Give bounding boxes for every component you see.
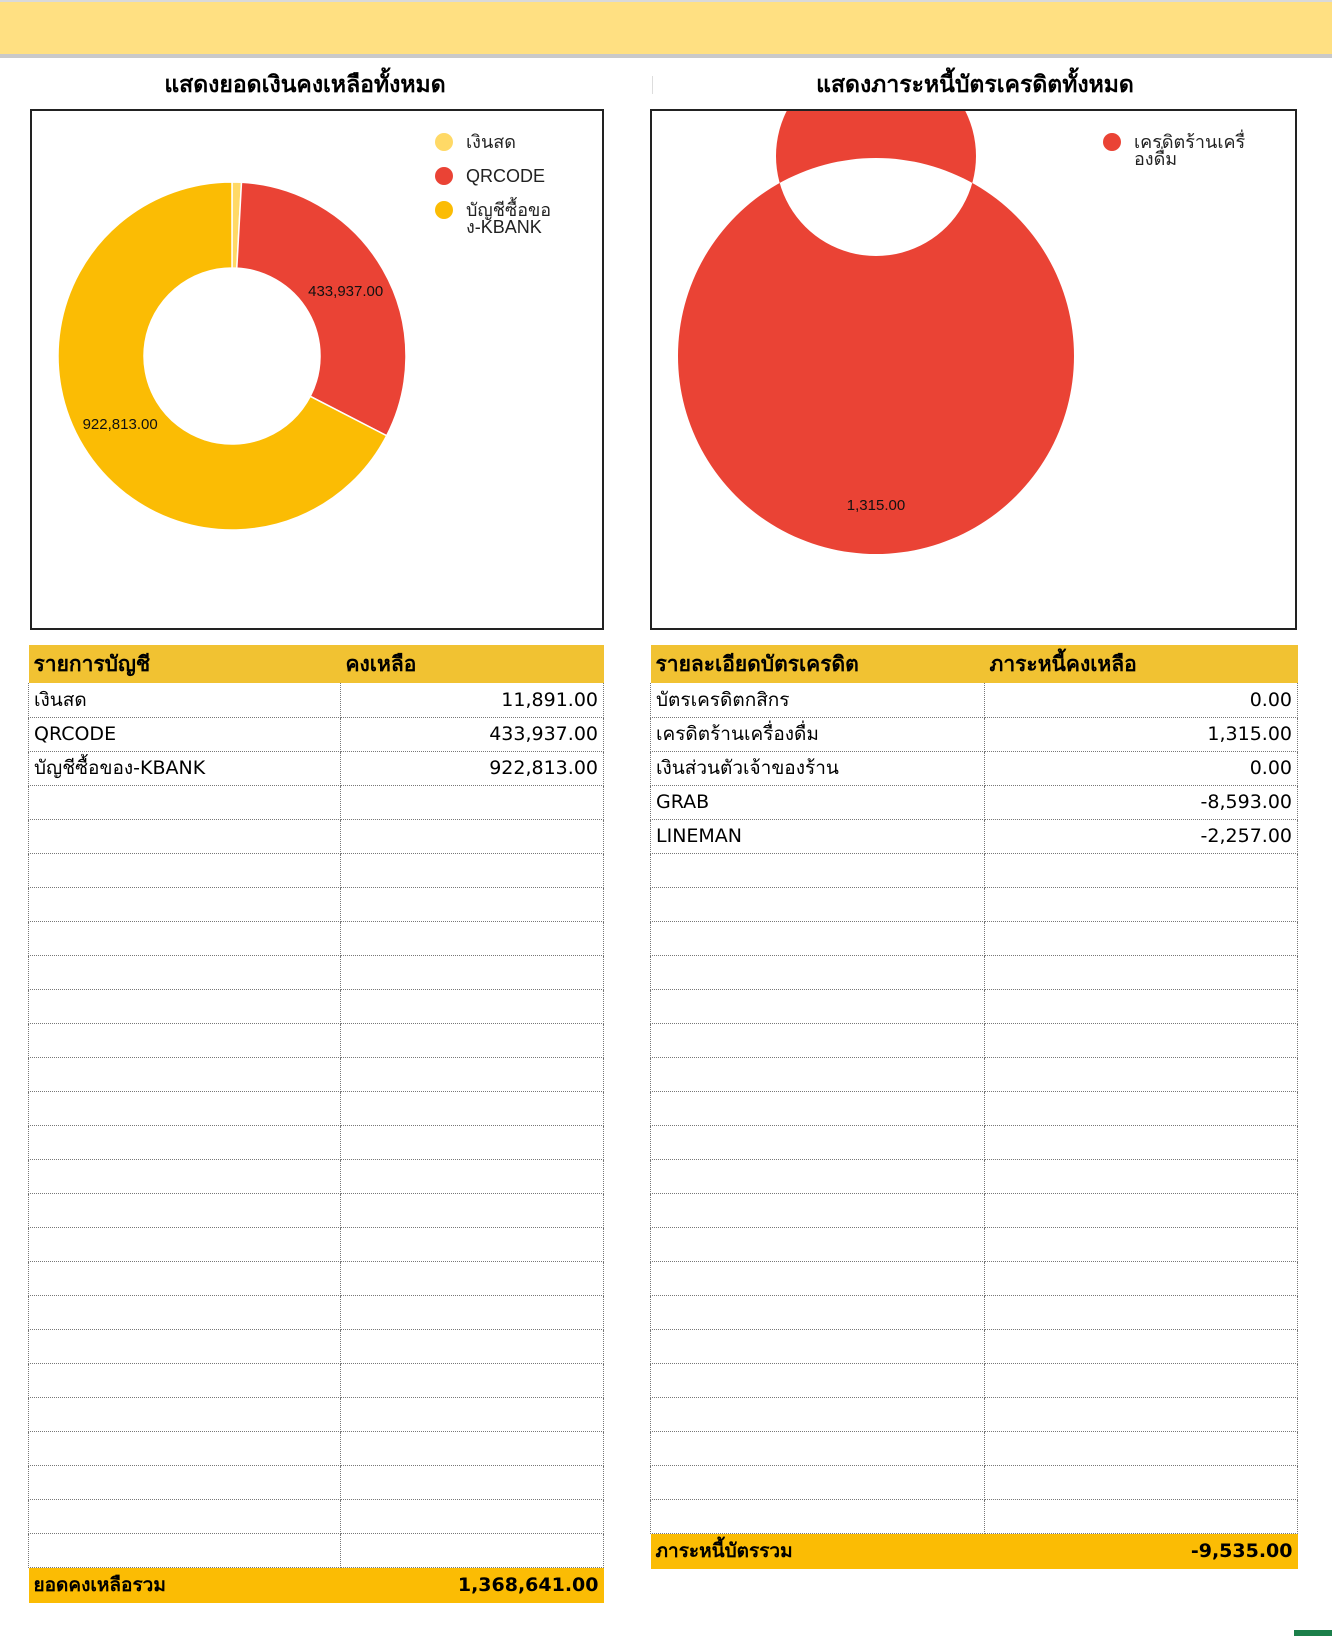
donut-slice[interactable] <box>678 111 1074 554</box>
total-label[interactable]: ภาระหนี้บัตรรวม <box>651 1533 985 1569</box>
donut-slice[interactable] <box>237 182 406 435</box>
empty-row[interactable] <box>651 1465 1298 1499</box>
empty-row[interactable] <box>29 1193 604 1227</box>
balance-table <box>28 645 604 1603</box>
empty-row[interactable] <box>29 1057 604 1091</box>
empty-cell[interactable] <box>985 989 1298 1023</box>
empty-cell[interactable] <box>651 853 985 887</box>
empty-row[interactable] <box>29 1091 604 1125</box>
empty-cell[interactable] <box>29 955 341 989</box>
legend-label: บัญชีซื้อขอ <box>466 200 552 220</box>
empty-cell[interactable] <box>341 955 604 989</box>
empty-cell[interactable] <box>985 1465 1298 1499</box>
empty-row[interactable] <box>29 785 604 819</box>
empty-cell[interactable] <box>985 1431 1298 1465</box>
empty-cell[interactable] <box>341 1193 604 1227</box>
table-row[interactable] <box>651 819 1298 853</box>
empty-row[interactable] <box>651 1023 1298 1057</box>
table-row[interactable] <box>29 751 604 785</box>
row-label-cell[interactable]: เครดิตร้านเครื่องดื่ม <box>651 717 985 751</box>
empty-cell[interactable] <box>651 921 985 955</box>
debt-chart-title: แสดงภาระหนี้บัตรเครดิตทั้งหมด <box>816 72 1134 98</box>
empty-cell[interactable] <box>341 1431 604 1465</box>
empty-cell[interactable] <box>651 1431 985 1465</box>
row-label-cell[interactable]: เงินสด <box>29 683 341 717</box>
empty-cell[interactable] <box>29 1125 341 1159</box>
empty-row[interactable] <box>29 1533 604 1567</box>
empty-row[interactable] <box>651 1261 1298 1295</box>
row-value-cell[interactable]: -2,257.00 <box>985 819 1298 853</box>
empty-cell[interactable] <box>29 1261 341 1295</box>
empty-row[interactable] <box>29 1159 604 1193</box>
empty-cell[interactable] <box>341 887 604 921</box>
empty-cell[interactable] <box>985 1397 1298 1431</box>
empty-cell[interactable] <box>341 1261 604 1295</box>
empty-cell[interactable] <box>341 853 604 887</box>
empty-row[interactable] <box>651 853 1298 887</box>
empty-cell[interactable] <box>651 1295 985 1329</box>
empty-cell[interactable] <box>29 1295 341 1329</box>
empty-cell[interactable] <box>985 853 1298 887</box>
empty-row[interactable] <box>651 955 1298 989</box>
col-header-card-detail[interactable]: รายละเอียดบัตรเครดิต <box>651 645 985 683</box>
empty-cell[interactable] <box>341 1125 604 1159</box>
row-label-cell[interactable]: บัตรเครดิตกสิกร <box>651 683 985 717</box>
table-row[interactable] <box>651 785 1298 819</box>
col-header-balance[interactable]: คงเหลือ <box>341 645 604 683</box>
empty-cell[interactable] <box>341 819 604 853</box>
debt-donut-svg <box>652 111 1295 628</box>
empty-cell[interactable] <box>341 989 604 1023</box>
empty-cell[interactable] <box>985 1091 1298 1125</box>
row-label-cell[interactable]: LINEMAN <box>651 819 985 853</box>
empty-row[interactable] <box>651 1193 1298 1227</box>
sheet-corner-indicator <box>1294 1630 1332 1636</box>
empty-row[interactable] <box>29 1363 604 1397</box>
empty-cell[interactable] <box>341 1295 604 1329</box>
empty-cell[interactable] <box>651 1091 985 1125</box>
empty-cell[interactable] <box>29 1465 341 1499</box>
row-value-cell[interactable]: -8,593.00 <box>985 785 1298 819</box>
empty-cell[interactable] <box>341 921 604 955</box>
empty-cell[interactable] <box>651 887 985 921</box>
empty-cell[interactable] <box>29 921 341 955</box>
empty-cell[interactable] <box>651 1193 985 1227</box>
balance-donut-svg <box>32 111 602 628</box>
empty-row[interactable] <box>651 1227 1298 1261</box>
legend-label: องดื่ม <box>1134 149 1178 169</box>
empty-row[interactable] <box>651 1091 1298 1125</box>
balance-donut-chart <box>30 109 604 630</box>
row-value-cell[interactable]: 433,937.00 <box>341 717 604 751</box>
empty-cell[interactable] <box>341 1499 604 1533</box>
slice-data-label: 922,813.00 <box>82 416 158 434</box>
empty-row[interactable] <box>29 1329 604 1363</box>
empty-cell[interactable] <box>651 1227 985 1261</box>
row-label-cell[interactable]: QRCODE <box>29 717 341 751</box>
empty-cell[interactable] <box>29 1397 341 1431</box>
empty-row[interactable] <box>651 1363 1298 1397</box>
empty-cell[interactable] <box>651 1159 985 1193</box>
empty-cell[interactable] <box>29 1193 341 1227</box>
debt-donut-chart <box>650 109 1297 630</box>
empty-row[interactable] <box>651 1397 1298 1431</box>
empty-cell[interactable] <box>29 1329 341 1363</box>
total-row[interactable] <box>29 1567 604 1603</box>
empty-cell[interactable] <box>985 1193 1298 1227</box>
table-row[interactable] <box>651 717 1298 751</box>
empty-row[interactable] <box>651 1329 1298 1363</box>
empty-row[interactable] <box>651 887 1298 921</box>
empty-row[interactable] <box>651 1499 1298 1533</box>
empty-cell[interactable] <box>341 1397 604 1431</box>
legend-swatch-icon <box>435 133 453 151</box>
slice-data-label: 1,315.00 <box>846 497 906 514</box>
empty-cell[interactable] <box>341 1057 604 1091</box>
row-label-cell[interactable]: GRAB <box>651 785 985 819</box>
empty-cell[interactable] <box>29 887 341 921</box>
empty-cell[interactable] <box>985 1227 1298 1261</box>
empty-cell[interactable] <box>985 887 1298 921</box>
empty-cell[interactable] <box>651 1125 985 1159</box>
total-value[interactable]: 1,368,641.00 <box>341 1567 604 1603</box>
empty-row[interactable] <box>29 1431 604 1465</box>
empty-row[interactable] <box>651 989 1298 1023</box>
empty-cell[interactable] <box>985 1363 1298 1397</box>
empty-cell[interactable] <box>651 1023 985 1057</box>
empty-cell[interactable] <box>29 1159 341 1193</box>
empty-cell[interactable] <box>985 1499 1298 1533</box>
empty-row[interactable] <box>651 1159 1298 1193</box>
col-header-account[interactable]: รายการบัญชี <box>29 645 341 683</box>
empty-row[interactable] <box>29 1499 604 1533</box>
total-row[interactable] <box>651 1533 1298 1569</box>
legend-swatch-icon <box>435 201 453 219</box>
empty-cell[interactable] <box>651 1057 985 1091</box>
empty-cell[interactable] <box>29 1499 341 1533</box>
table-row[interactable] <box>651 683 1298 717</box>
empty-row[interactable] <box>29 819 604 853</box>
empty-cell[interactable] <box>985 1023 1298 1057</box>
empty-cell[interactable] <box>651 1499 985 1533</box>
empty-cell[interactable] <box>341 1363 604 1397</box>
legend-swatch-icon <box>1103 133 1121 151</box>
legend-label: เครดิตร้านเครื่ <box>1134 132 1246 152</box>
empty-cell[interactable] <box>341 1227 604 1261</box>
empty-cell[interactable] <box>29 819 341 853</box>
empty-cell[interactable] <box>29 1363 341 1397</box>
balance-chart-title: แสดงยอดเงินคงเหลือทั้งหมด <box>164 72 446 98</box>
empty-cell[interactable] <box>651 955 985 989</box>
row-label-cell[interactable]: เงินส่วนตัวเจ้าของร้าน <box>651 751 985 785</box>
empty-cell[interactable] <box>985 955 1298 989</box>
table-row[interactable] <box>29 717 604 751</box>
total-value[interactable]: -9,535.00 <box>985 1533 1298 1569</box>
empty-row[interactable] <box>29 887 604 921</box>
empty-row[interactable] <box>29 1261 604 1295</box>
empty-cell[interactable] <box>341 785 604 819</box>
empty-cell[interactable] <box>985 1261 1298 1295</box>
row-value-cell[interactable]: 11,891.00 <box>341 683 604 717</box>
top-banner <box>0 0 1332 58</box>
empty-cell[interactable] <box>29 1431 341 1465</box>
empty-row[interactable] <box>651 921 1298 955</box>
empty-cell[interactable] <box>341 1329 604 1363</box>
empty-cell[interactable] <box>341 1465 604 1499</box>
empty-row[interactable] <box>29 1465 604 1499</box>
legend-label: เงินสด <box>466 132 516 152</box>
empty-row[interactable] <box>651 1431 1298 1465</box>
empty-cell[interactable] <box>29 989 341 1023</box>
empty-cell[interactable] <box>341 1023 604 1057</box>
empty-row[interactable] <box>29 989 604 1023</box>
empty-row[interactable] <box>651 1057 1298 1091</box>
empty-cell[interactable] <box>341 1091 604 1125</box>
empty-row[interactable] <box>29 1227 604 1261</box>
debt-table <box>650 645 1298 1569</box>
empty-row[interactable] <box>29 1397 604 1431</box>
empty-row[interactable] <box>29 1295 604 1329</box>
empty-row[interactable] <box>29 1023 604 1057</box>
empty-row[interactable] <box>29 853 604 887</box>
empty-cell[interactable] <box>985 921 1298 955</box>
empty-row[interactable] <box>29 955 604 989</box>
legend-swatch-icon <box>435 167 453 185</box>
empty-cell[interactable] <box>29 853 341 887</box>
empty-cell[interactable] <box>651 1465 985 1499</box>
col-header-debt-balance[interactable]: ภาระหนี้คงเหลือ <box>985 645 1298 683</box>
empty-cell[interactable] <box>985 1295 1298 1329</box>
empty-cell[interactable] <box>651 1261 985 1295</box>
empty-cell[interactable] <box>985 1159 1298 1193</box>
empty-cell[interactable] <box>651 989 985 1023</box>
empty-cell[interactable] <box>29 1023 341 1057</box>
table-row[interactable] <box>29 683 604 717</box>
row-value-cell[interactable]: 0.00 <box>985 683 1298 717</box>
empty-cell[interactable] <box>29 1057 341 1091</box>
legend-label: QRCODE <box>466 166 546 186</box>
empty-cell[interactable] <box>341 1533 604 1567</box>
empty-cell[interactable] <box>985 1125 1298 1159</box>
empty-row[interactable] <box>29 921 604 955</box>
empty-cell[interactable] <box>651 1363 985 1397</box>
empty-row[interactable] <box>29 1125 604 1159</box>
row-value-cell[interactable]: 922,813.00 <box>341 751 604 785</box>
slice-data-label: 433,937.00 <box>308 282 384 300</box>
empty-cell[interactable] <box>651 1329 985 1363</box>
row-value-cell[interactable]: 0.00 <box>985 751 1298 785</box>
empty-cell[interactable] <box>985 1329 1298 1363</box>
empty-cell[interactable] <box>29 1091 341 1125</box>
row-label-cell[interactable]: บัญชีซื้อของ-KBANK <box>29 751 341 785</box>
legend-label: ง-KBANK <box>466 217 542 237</box>
empty-cell[interactable] <box>985 1057 1298 1091</box>
row-value-cell[interactable]: 1,315.00 <box>985 717 1298 751</box>
empty-cell[interactable] <box>29 1227 341 1261</box>
empty-cell[interactable] <box>341 1159 604 1193</box>
empty-row[interactable] <box>651 1125 1298 1159</box>
empty-cell[interactable] <box>29 785 341 819</box>
empty-cell[interactable] <box>651 1397 985 1431</box>
total-label[interactable]: ยอดคงเหลือรวม <box>29 1567 341 1603</box>
empty-row[interactable] <box>651 1295 1298 1329</box>
empty-cell[interactable] <box>29 1533 341 1567</box>
table-row[interactable] <box>651 751 1298 785</box>
